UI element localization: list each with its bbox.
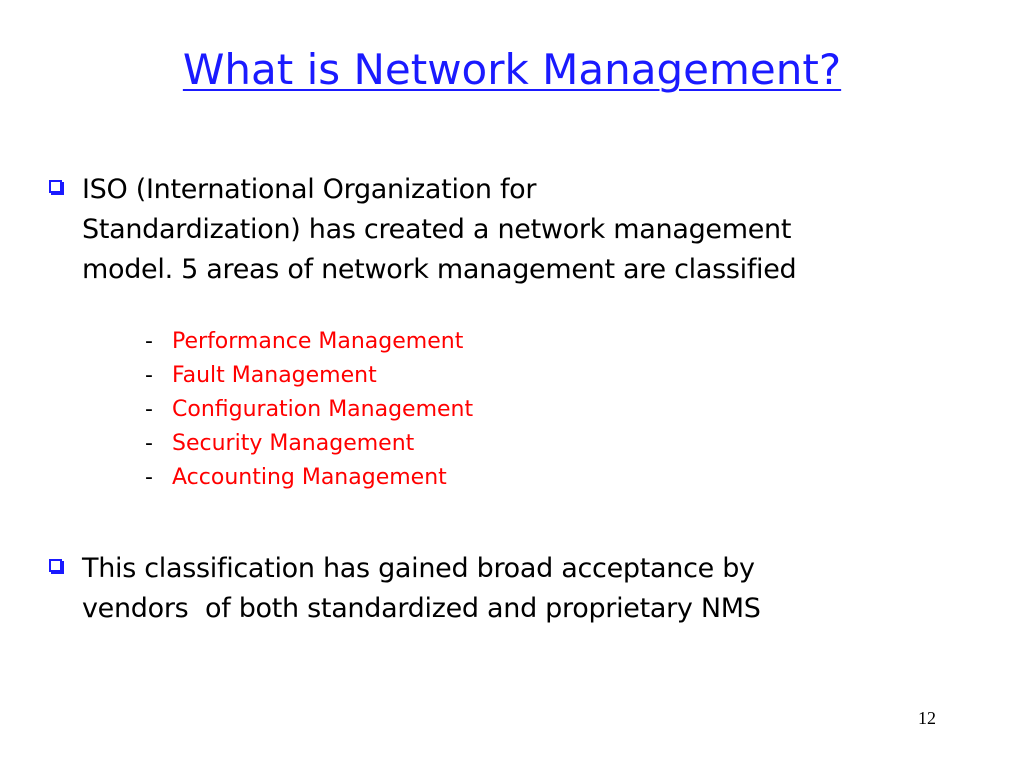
management-areas-list <box>145 325 473 495</box>
list-item-label: Configuration Management <box>172 397 474 422</box>
bullet-line: vendors of both standardized and proprietary NMS <box>82 593 761 624</box>
bullet-text <box>82 549 949 629</box>
bullet-item-classification <box>49 549 949 629</box>
dash-marker: - <box>145 397 153 422</box>
list-item <box>145 393 473 427</box>
bullet-line: This classification has gained broad acceptance by <box>82 553 755 584</box>
dash-marker: - <box>145 329 153 354</box>
list-item <box>145 359 473 393</box>
checkbox-icon <box>49 180 62 193</box>
dash-marker: - <box>145 363 153 388</box>
slide-title: What is Network Management? <box>182 45 842 94</box>
bullet-line: model. 5 areas of network management are classified <box>82 254 797 285</box>
list-item-label: Fault Management <box>172 363 377 388</box>
bullet-line: Standardization) has created a network management <box>82 214 792 245</box>
list-item <box>145 325 473 359</box>
page-number: 12 <box>918 708 936 728</box>
list-item-label: Accounting Management <box>172 465 447 490</box>
checkbox-icon <box>49 559 62 572</box>
list-item <box>145 427 473 461</box>
bullet-item-iso <box>49 170 949 290</box>
list-item-label: Security Management <box>172 431 415 456</box>
list-item <box>145 461 473 495</box>
dash-marker: - <box>145 465 153 490</box>
list-item-label: Performance Management <box>172 329 464 354</box>
bullet-line: ISO (International Organization for <box>82 174 537 205</box>
bullet-text <box>82 170 949 290</box>
dash-marker: - <box>145 431 153 456</box>
